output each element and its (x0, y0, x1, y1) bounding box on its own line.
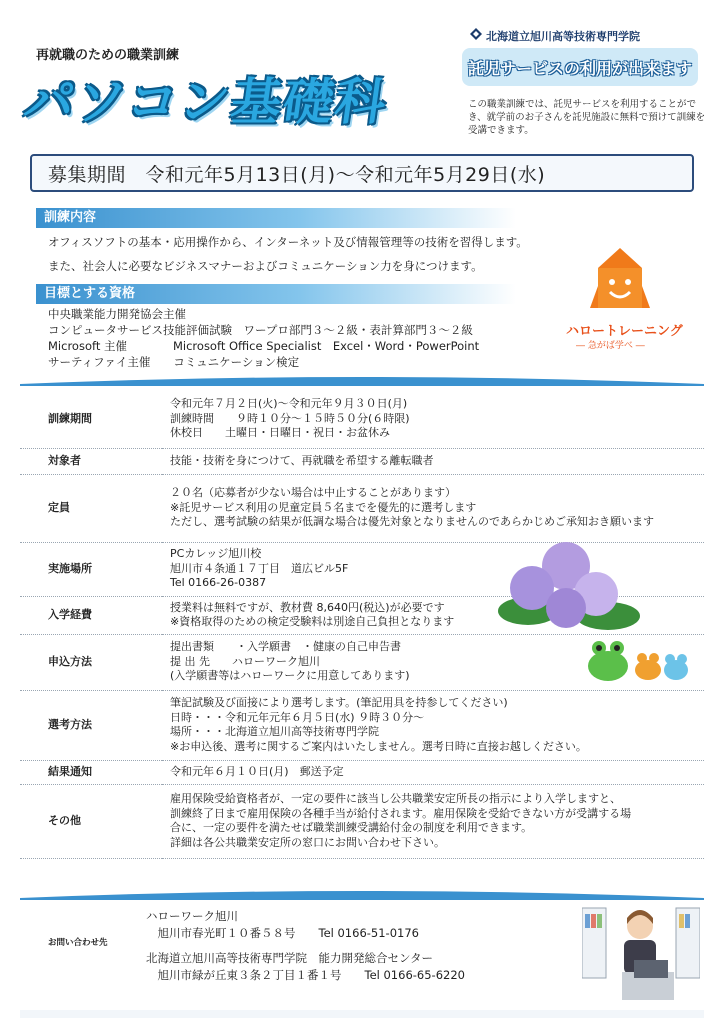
qualification-line: コンピュータサービス技能評価試験 ワープロ部門３～２級・表計算部門３～２級 (48, 323, 473, 337)
childcare-banner (462, 48, 698, 86)
row-label: 対象者 (20, 448, 162, 474)
row-value: 提出書類 ・入学願書 ・健康の自己申告書 提 出 先 ハローワーク旭川 (入学願書等はハローワークに用意してあります) (162, 634, 704, 690)
row-label: 結果通知 (20, 760, 162, 784)
row-label: 選考方法 (20, 690, 162, 760)
row-value: ２０名（応募者が少ない場合は中止することがあります） ※託児サービス利用の児童定員５名までを優先的に選考します ただし、選考試験の結果が低調な場合は優先対象となりませんのであらかじめご承知おき願います (162, 474, 704, 542)
recruitment-period (30, 154, 694, 192)
school-logo-icon (470, 28, 482, 40)
qualification-line: Microsoft 主催 Microsoft Office Specialist Excel・Word・PowerPoint (48, 339, 480, 353)
childcare-banner-text: 託児サービスの利用が出来ます (467, 58, 692, 78)
frogs-illustration (586, 636, 690, 682)
table-row (20, 690, 704, 760)
pencil-mascot-icon (590, 246, 650, 312)
recruitment-period-text: 募集期間 令和元年5月13日(月)～令和元年5月29日(水) (48, 163, 546, 186)
childcare-note: この職業訓練では、託児サービスを利用することができ、就学前のお子さんを託児施設に無料で預けて訓練を受講できます。 (468, 99, 706, 136)
mascot-name: ハロートレーニング (566, 324, 683, 339)
hydrangea-illustration (488, 536, 648, 636)
bottom-bar (20, 1010, 704, 1018)
page-title: パソコン基礎科 (20, 73, 392, 131)
training-content (48, 234, 528, 274)
qualification-line: サーティファイ主催 コミュニケーション検定 (48, 355, 300, 369)
contact-line: 旭川市春光町１０番５８号 Tel 0166-51-0176 (146, 926, 419, 940)
office-worker-illustration (582, 898, 700, 1002)
wave-divider (20, 374, 704, 386)
row-label: 訓練期間 (20, 390, 162, 448)
qualification-line: 中央職業能力開発協会主催 (48, 307, 186, 321)
row-value: 雇用保険受給資格者が、一定の要件に該当し公共職業安定所長の指示により入学しますと、 訓練終了日まで雇用保険の各種手当が給付されます。雇用保険を受給できない方が受講する場 合に、一定の要件を満たせば職業訓練受講給付金の制度を利用できます。 詳細は各公共職業安定所の窓口にお問い合わせ下さい。 (162, 784, 704, 858)
contact-line: 北海道立旭川高等技術専門学院 能力開発総合センター (146, 951, 434, 965)
row-value: PCカレッジ旭川校 旭川市４条通１７丁目 道広ビル5F Tel 0166-26-0387 (162, 542, 704, 596)
table-row (20, 760, 704, 784)
table-row (20, 784, 704, 858)
row-value: 筆記試験及び面接により選考します。(筆記用具を持参してください) 日時・・・令和元年元年６月５日(水) ９時３０分～ 場所・・・北海道立旭川高等技術専門学院 ※お申込後、選考に関するご案内はいたしません。選考日時に直接お越しください。 (162, 690, 704, 760)
mascot-tagline: ― 急がば学べ ― (576, 341, 645, 351)
qualifications-list (48, 306, 479, 370)
row-value: 令和元年６月１０日(月) 郵送予定 (162, 760, 704, 784)
row-label: 定員 (20, 474, 162, 542)
row-label: 入学経費 (20, 596, 162, 634)
row-value: 令和元年７月２日(火)～令和元年９月３０日(月) 訓練時間 ９時１０分～１５時５０分(６時限) 休校日 土曜日・日曜日・祝日・お盆休み (162, 390, 704, 448)
row-label: 実施場所 (20, 542, 162, 596)
contact-line: ハローワーク旭川 (146, 909, 238, 923)
contact-info (146, 908, 465, 984)
contact-line: 旭川市緑が丘東３条２丁目１番１号 Tel 0166-65-6220 (146, 968, 465, 982)
training-line: また、社会人に必要なビジネスマナーおよびコミュニケーション力を身につけます。 (48, 259, 483, 273)
training-line: オフィスソフトの基本・応用操作から、インターネット及び情報管理等の技術を習得します。 (48, 235, 528, 249)
contact-label: お問い合わせ先 (48, 938, 108, 948)
row-label: その他 (20, 784, 162, 858)
row-value: 授業料は無料ですが、教材費 8,640円(税込)が必要です ※資格取得のための検定受験料は別途自己負担となります (162, 596, 704, 634)
section-heading-qualifications: 目標とする資格 (36, 284, 516, 304)
row-label: 申込方法 (20, 634, 162, 690)
row-value: 技能・技術を身につけて、再就職を希望する離転職者 (162, 448, 704, 474)
table-row (20, 390, 704, 448)
school-name: 北海道立旭川高等技術専門学院 (486, 30, 640, 43)
table-row (20, 448, 704, 474)
section-heading-training: 訓練内容 (36, 208, 516, 228)
table-row (20, 474, 704, 542)
subtitle: 再就職のための職業訓練 (36, 48, 180, 63)
